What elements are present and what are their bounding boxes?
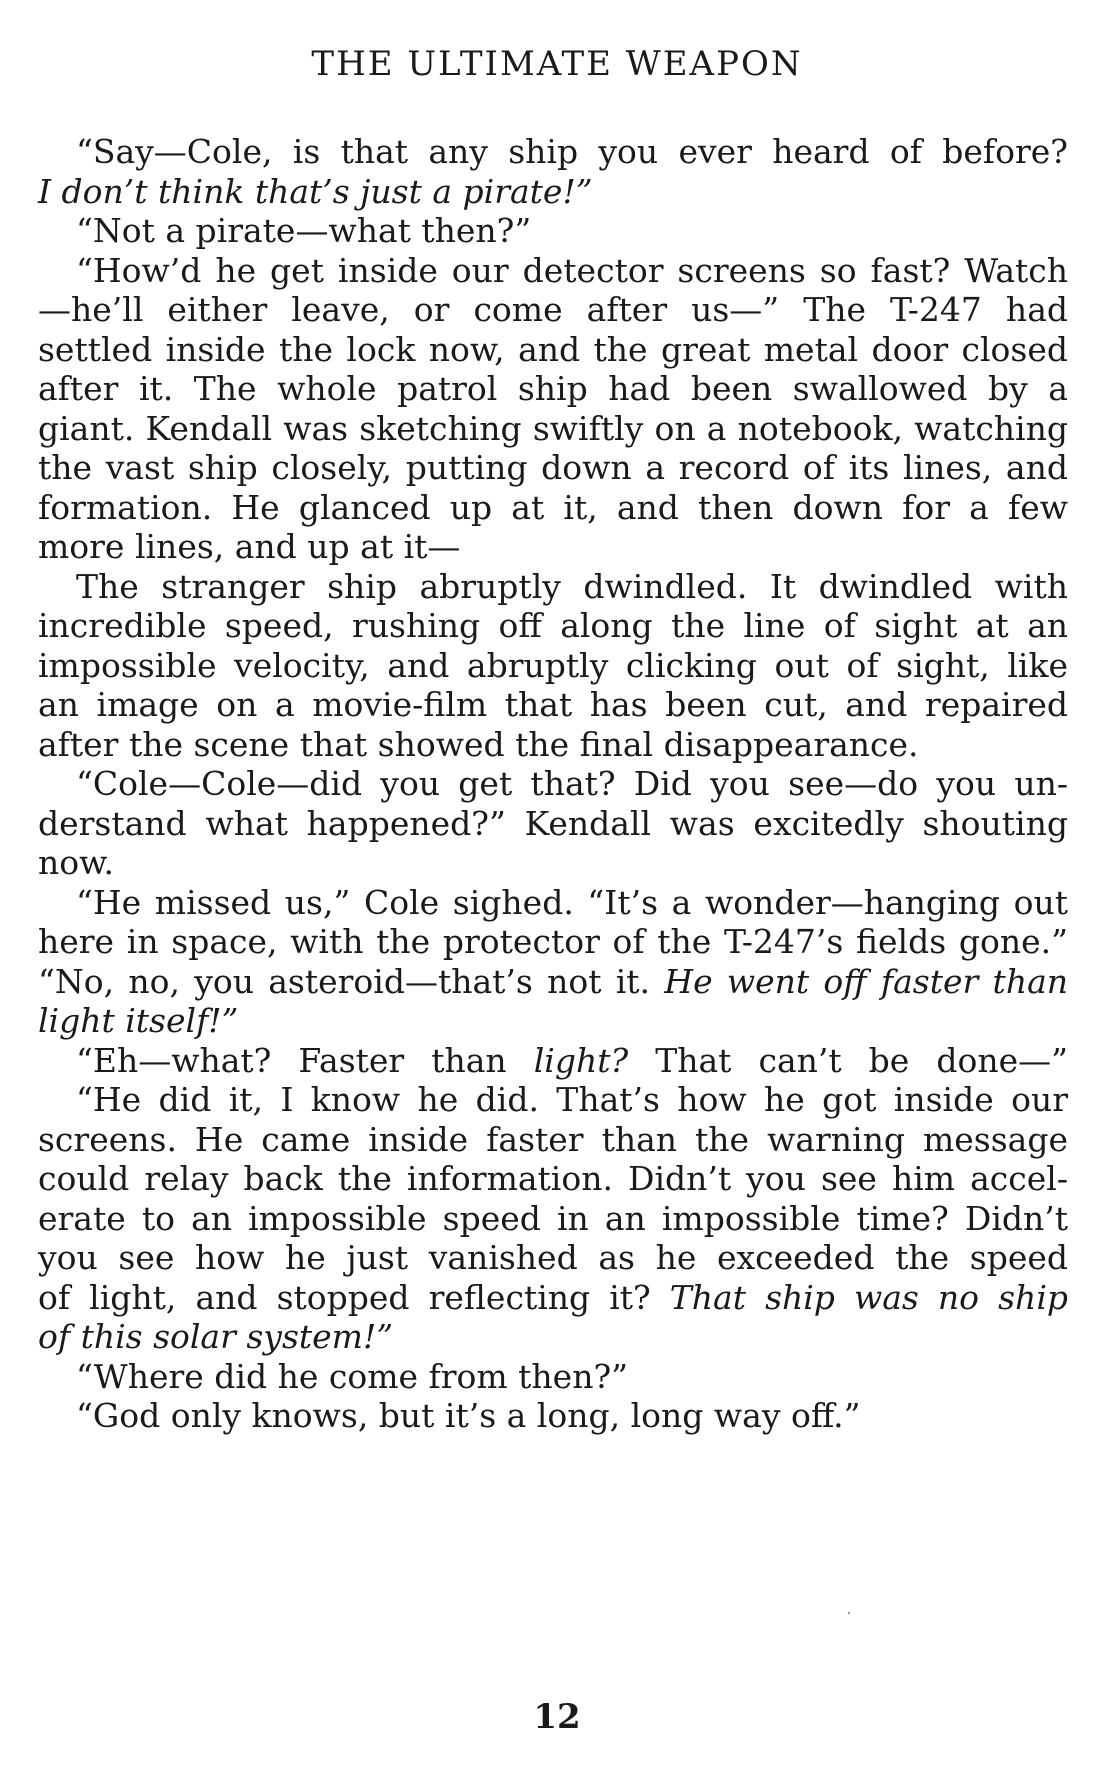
text-line	[38, 1001, 1068, 1041]
running-head: THE ULTIMATE WEAPON	[311, 44, 803, 84]
text-line	[38, 1317, 1068, 1357]
text-segment: “God only knows, but it’s a long, long way off.”	[76, 1396, 861, 1435]
text-segment: settled inside the lock now, and the great metal door closed	[38, 329, 1068, 369]
text-segment: “Say—Cole, is that any ship you ever heard of before?	[76, 132, 1068, 171]
text-line	[38, 132, 1068, 172]
text-line	[38, 804, 1068, 844]
text-segment: impossible velocity, and abruptly clicking out of sight, like	[38, 645, 1068, 685]
text-segment: “He did it, I know he did. That’s how he got inside our	[76, 1080, 1068, 1119]
text-segment: the vast ship closely, putting down a record of its lines, and	[38, 448, 1068, 487]
text-line	[38, 567, 1068, 607]
text-segment: could relay back the information. Didn’t you see him accel-	[38, 1159, 1068, 1198]
text-segment: The stranger ship abruptly dwindled. It dwindled with	[76, 566, 1068, 606]
text-line	[38, 962, 1068, 1002]
text-segment: “How’d he get inside our detector screens so fast? Watch	[76, 250, 1068, 290]
text-line	[38, 369, 1068, 409]
text-line	[38, 685, 1068, 725]
text-segment: “Not a pirate—what then?”	[76, 211, 532, 250]
text-line	[38, 1159, 1068, 1199]
page-number: 12	[533, 1697, 581, 1737]
text-segment: —he’ll either leave, or come after us—” The T-247 had	[38, 290, 1068, 329]
text-segment: formation. He glanced up at it, and then down for a few	[38, 487, 1068, 527]
text-line	[38, 1357, 1068, 1397]
text-line	[38, 172, 1068, 212]
text-segment: “He missed us,” Cole sighed. “It’s a wonder—hanging out	[76, 882, 1068, 922]
text-segment: incredible speed, rushing off along the line of sight at an	[38, 606, 1068, 645]
text-segment: more lines, and up at it—	[38, 527, 461, 566]
text-line	[38, 843, 1068, 883]
text-segment: after the scene that showed the final disappearance.	[38, 724, 919, 764]
text-segment: an image on a movie-film that has been cut, and repaired	[38, 685, 1068, 724]
text-segment: “Eh—what? Faster than	[76, 1040, 534, 1080]
print-speck	[848, 1612, 850, 1614]
text-line	[38, 211, 1068, 251]
text-line	[38, 606, 1068, 646]
italic-text-segment: That ship was no ship	[669, 1277, 1068, 1317]
text-line	[38, 448, 1068, 488]
text-segment: screens. He came inside faster than the warning message	[38, 1119, 1068, 1159]
text-line	[38, 646, 1068, 686]
text-segment: of light, and stopped reflecting it?	[38, 1277, 670, 1317]
text-line	[38, 330, 1068, 370]
text-line	[38, 883, 1068, 923]
text-segment: you see how he just vanished as he exceeded the speed	[38, 1238, 1068, 1277]
text-segment: “Where did he come from then?”	[76, 1356, 629, 1396]
text-line	[38, 1396, 1068, 1436]
text-segment: “Cole—Cole—did you get that? Did you see—do you un-	[76, 764, 1068, 803]
text-line	[38, 1080, 1068, 1120]
text-segment: here in space, with the protector of the T-247’s fields gone.”	[38, 922, 1068, 961]
body-text	[38, 132, 1068, 1436]
italic-text-segment: He went off faster than	[664, 961, 1068, 1001]
text-segment: now.	[38, 843, 114, 882]
text-line	[38, 290, 1068, 330]
text-line	[38, 1120, 1068, 1160]
text-segment: That can’t be done—”	[628, 1040, 1068, 1080]
text-segment: giant. Kendall was sketching swiftly on a notebook, watching	[38, 408, 1068, 448]
text-line	[38, 527, 1068, 567]
text-line	[38, 764, 1068, 804]
text-segment: derstand what happened?” Kendall was excitedly shouting	[38, 803, 1068, 843]
text-line	[38, 1041, 1068, 1081]
text-line	[38, 488, 1068, 528]
text-segment: “No, no, you asteroid—that’s not it.	[38, 961, 665, 1001]
italic-text-segment: light?	[533, 1040, 629, 1080]
text-segment: erate to an impossible speed in an impossible time? Didn’t	[38, 1198, 1068, 1238]
text-line	[38, 251, 1068, 291]
text-line	[38, 922, 1068, 962]
italic-text-segment: I don’t think that’s just a pirate!”	[38, 171, 593, 211]
text-line	[38, 725, 1068, 765]
italic-text-segment: light itself!”	[38, 1001, 239, 1040]
text-line	[38, 1199, 1068, 1239]
text-line	[38, 1238, 1068, 1278]
text-line	[38, 1278, 1068, 1318]
text-segment: after it. The whole patrol ship had been swallowed by a	[38, 369, 1068, 408]
text-line	[38, 409, 1068, 449]
italic-text-segment: of this solar system!”	[38, 1317, 394, 1356]
